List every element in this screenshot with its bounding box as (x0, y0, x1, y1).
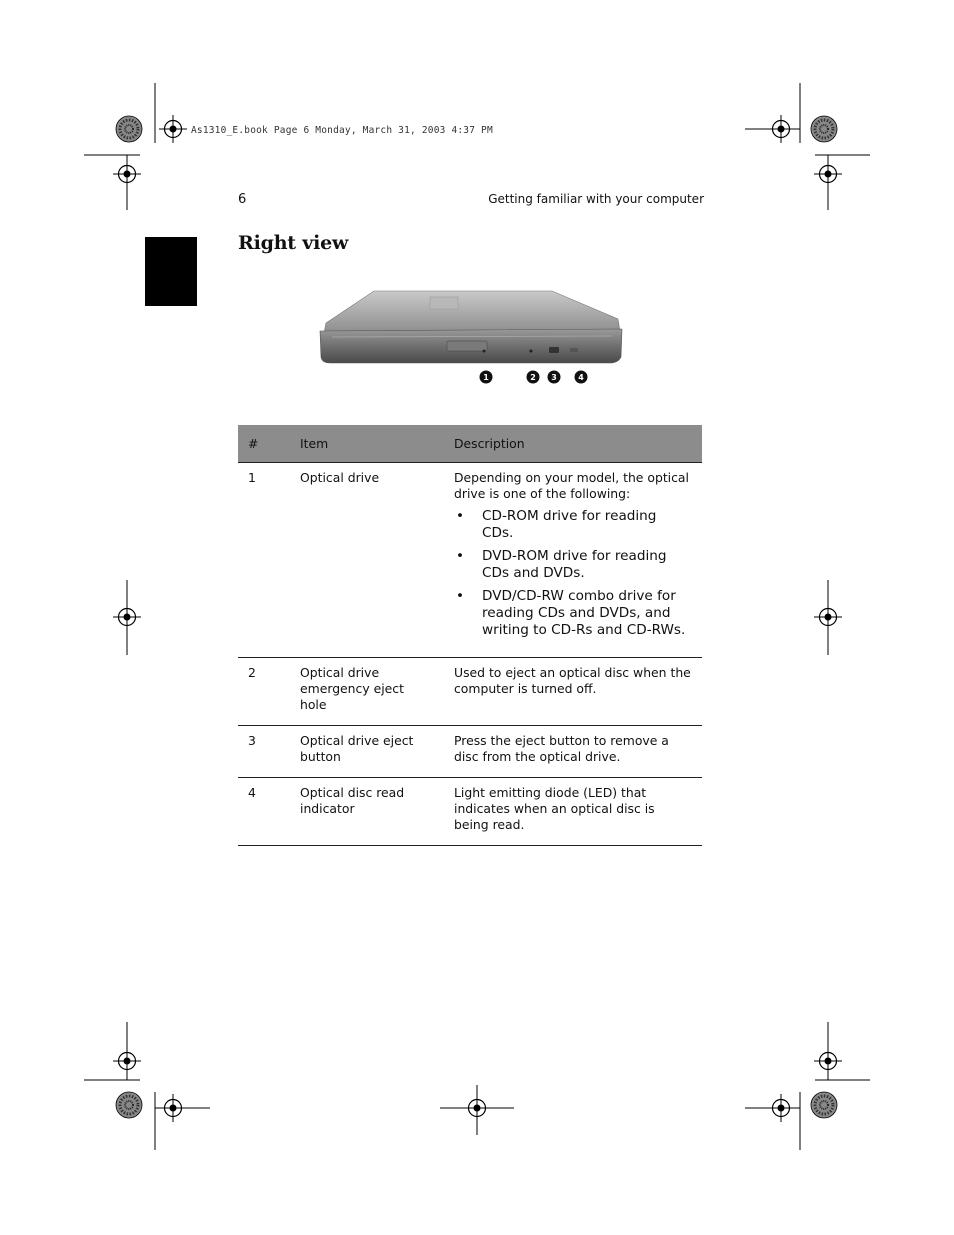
row-number: 1 (238, 463, 290, 658)
list-item (454, 508, 692, 542)
row-number: 3 (238, 726, 290, 778)
laptop-body (320, 291, 622, 363)
row-description: Used to eject an optical disc when the computer is turned off. (444, 658, 702, 726)
callout-markers (480, 371, 588, 384)
bullet-icon: • (456, 588, 465, 604)
right-view-table (238, 425, 702, 846)
row-item: Optical drive (290, 463, 444, 658)
bullet-icon: • (456, 508, 465, 524)
section-title: Right view (238, 232, 349, 254)
table-row (238, 658, 702, 726)
header-number: # (238, 425, 290, 463)
row-description (444, 463, 702, 658)
callout-3-label: 3 (551, 373, 557, 382)
bullet-icon: • (456, 548, 465, 564)
row-item: Optical disc read indicator (290, 778, 444, 846)
row-description: Light emitting diode (LED) that indicates when an optical disc is being read. (444, 778, 702, 846)
header-item: Item (290, 425, 444, 463)
laptop-right-view-image (312, 285, 628, 390)
list-item (454, 588, 692, 639)
row-description: Press the eject button to remove a disc from the optical drive. (444, 726, 702, 778)
list-item (454, 548, 692, 582)
table-header-row (238, 425, 702, 463)
optical-drive-options-list (454, 508, 692, 639)
header-description: Description (444, 425, 702, 463)
list-item-text: DVD-ROM drive for reading CDs and DVDs. (482, 548, 667, 581)
row-item: Optical drive emergency eject hole (290, 658, 444, 726)
table-row (238, 778, 702, 846)
table-row (238, 726, 702, 778)
row-number: 4 (238, 778, 290, 846)
row-number: 2 (238, 658, 290, 726)
list-item-text: DVD/CD-RW combo drive for reading CDs and DVDs, and writing to CD-Rs and CD-RWs. (482, 588, 686, 638)
page-number: 6 (238, 192, 247, 207)
callout-4-label: 4 (578, 373, 584, 382)
print-slug: As1310_E.book Page 6 Monday, March 31, 2003 4:37 PM (191, 125, 493, 136)
running-header: Getting familiar with your computer (488, 192, 704, 206)
table-row (238, 463, 702, 658)
callout-2-label: 2 (530, 373, 536, 382)
callout-1-label: 1 (483, 373, 489, 382)
list-item-text: CD-ROM drive for reading CDs. (482, 508, 657, 541)
row-item: Optical drive eject button (290, 726, 444, 778)
row-description-text: Depending on your model, the optical drive is one of the following: (454, 470, 689, 501)
chapter-tab-marker (145, 237, 197, 306)
